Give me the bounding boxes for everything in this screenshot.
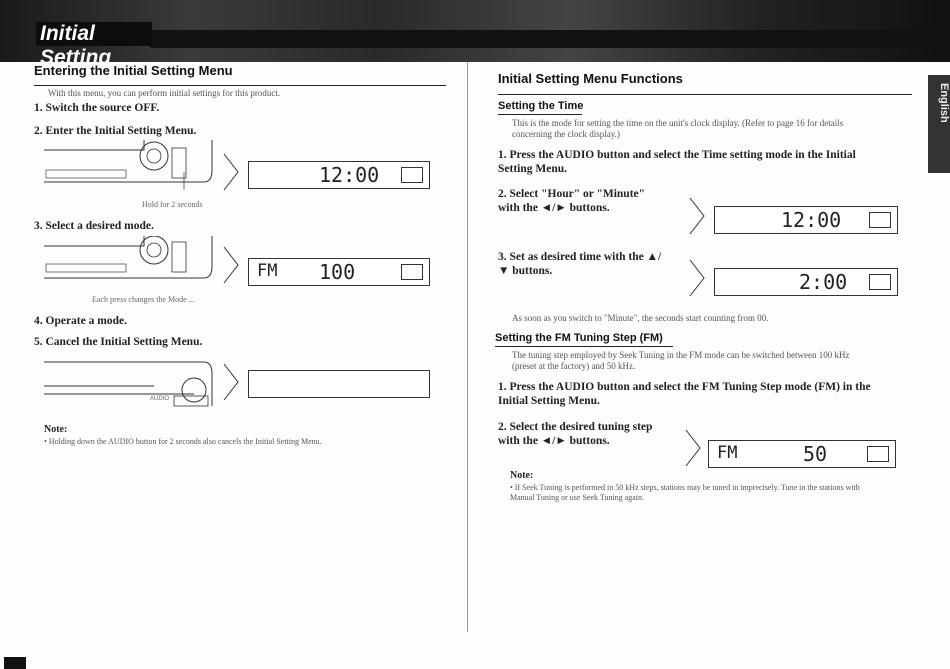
left-step-2: 2. Enter the Initial Setting Menu. (34, 125, 197, 137)
fm-step-2: 2. Select the desired tuning step with the ◄/► buttons. (498, 421, 653, 447)
lcd-display-3 (248, 370, 430, 398)
time-heading-rule (498, 114, 582, 115)
lcd-display-time-a-value: 12:00 (781, 208, 842, 232)
arrow-icon (688, 196, 706, 236)
page-number-mark (4, 657, 26, 669)
lcd-display-2-value: 100 (319, 260, 356, 284)
lcd-indicator-box (401, 264, 423, 280)
right-heading: Initial Setting Menu Functions (498, 71, 683, 86)
time-heading: Setting the Time (498, 100, 584, 112)
lcd-display-2-label: FM (257, 261, 278, 281)
left-note-heading: Note: (44, 424, 68, 435)
left-step-1: 1. Switch the source OFF. (34, 102, 160, 114)
lcd-display-1-value: 12:00 (319, 163, 380, 187)
time-step-1: 1. Press the AUDIO button and select the Time setting mode in the Initial Setting Menu. (498, 149, 856, 175)
right-heading-rule (498, 94, 912, 95)
lcd-indicator-box (869, 274, 891, 290)
fm-heading-rule (495, 346, 673, 347)
unit-drawing-2 (44, 236, 214, 286)
arrow-icon (688, 258, 706, 298)
arrow-icon (222, 245, 240, 285)
arrow-icon (222, 152, 240, 192)
left-note-text: • Holding down the AUDIO button for 2 seconds also cancels the Initial Setting Menu. (44, 437, 322, 446)
page-title: Initial Setting (36, 22, 152, 46)
fm-note-heading: Note: (510, 470, 534, 481)
time-after-text: As soon as you switch to "Minute", the seconds start counting from 00. (512, 313, 769, 323)
column-divider (467, 62, 468, 632)
language-tab-label: English (938, 83, 950, 123)
arrow-icon (222, 362, 240, 402)
left-step-5: 5. Cancel the Initial Setting Menu. (34, 336, 203, 348)
lcd-display-time-b-value: 2:00 (799, 270, 848, 294)
time-step-3: 3. Set as desired time with the ▲/▼ buttons. (498, 251, 662, 277)
lcd-display-1 (248, 161, 430, 189)
lcd-display-fm (708, 440, 896, 468)
each-press-caption: Each press changes the Mode ... (92, 295, 195, 304)
left-heading-rule (34, 85, 446, 86)
fm-intro: The tuning step employed by Seek Tuning in the FM mode can be switched between 100 kHz (preset at the factory) and 50 kHz. (512, 350, 850, 371)
lcd-display-fm-value: 50 (803, 442, 828, 466)
unit-drawing-3 (44, 354, 214, 409)
fm-note-text: • If Seek Tuning is performed in 50 kHz steps, stations may be tuned in imprecisely. Tune in the stations with Manual Tuning or use Seek Tuning again. (510, 483, 860, 502)
lcd-indicator-box (401, 167, 423, 183)
lcd-display-2 (248, 258, 430, 286)
fm-heading: Setting the FM Tuning Step (FM) (495, 332, 663, 344)
time-intro: This is the mode for setting the time on the unit's clock display. (Refer to page 16 for details concerning the clock display.) (512, 118, 844, 139)
time-step-2: 2. Select "Hour" or "Minute" with the ◄/► buttons. (498, 188, 646, 214)
fm-step-1: 1. Press the AUDIO button and select the FM Tuning Step mode (FM) in the Initial Setting Menu. (498, 381, 871, 407)
hold-caption: Hold for 2 seconds (142, 200, 203, 209)
lcd-indicator-box (867, 446, 889, 462)
lcd-display-fm-label: FM (717, 443, 738, 463)
audio-button-label: AUDIO (150, 396, 170, 402)
left-heading: Entering the Initial Setting Menu (34, 63, 233, 78)
banner-stripe (150, 30, 950, 48)
left-intro: With this menu, you can perform initial settings for this product. (48, 88, 281, 98)
header-banner (0, 0, 950, 69)
language-tab (928, 75, 950, 173)
lcd-indicator-box (869, 212, 891, 228)
lcd-display-time-b (714, 268, 898, 296)
arrow-icon (684, 428, 702, 468)
left-step-3: 3. Select a desired mode. (34, 220, 154, 232)
lcd-display-time-a (714, 206, 898, 234)
unit-drawing-1 (44, 140, 214, 190)
left-step-4: 4. Operate a mode. (34, 315, 127, 327)
